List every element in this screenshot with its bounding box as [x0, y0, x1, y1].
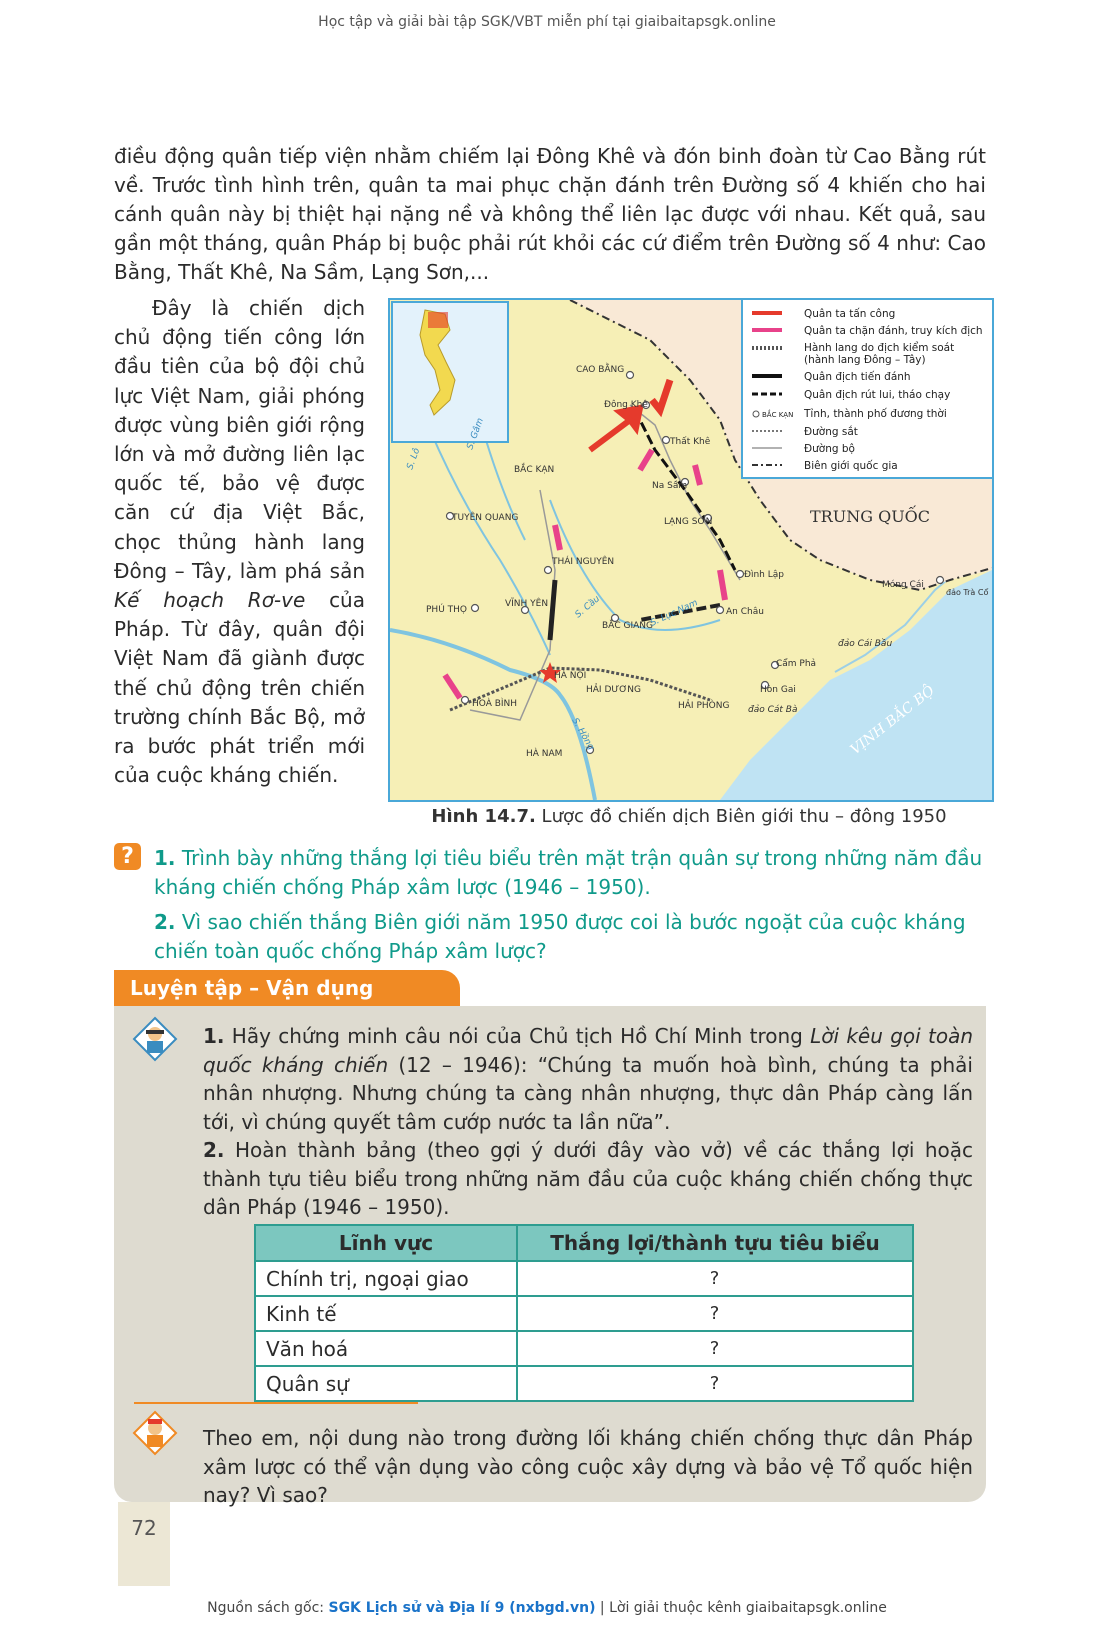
- practice-item-2: [203, 1136, 973, 1222]
- intercept-arrow-1: [640, 450, 652, 470]
- para2-italic: Kế hoạch Rơ-ve: [114, 588, 306, 613]
- route-4-road: [630, 405, 740, 580]
- section-divider: [134, 1402, 418, 1404]
- river-hong: S. Hồng: [569, 716, 596, 752]
- campaign-map: [388, 298, 994, 802]
- question-2-text: Vì sao chiến thắng Biên giới năm 1950 được coi là bước ngoặt của cuộc kháng chiến toàn quốc chống Pháp xâm lược?: [154, 910, 966, 963]
- caption-label: Hình 14.7.: [431, 806, 536, 827]
- practice-item-1: [203, 1022, 973, 1136]
- table-row: [255, 1366, 913, 1401]
- inset-highlight: [428, 312, 448, 328]
- table-row: [255, 1296, 913, 1331]
- table-cell-answer: ?: [517, 1261, 913, 1296]
- practice-1-text-b: (12 – 1946): “Chúng ta muốn hoà bình, chúng ta phải nhân nhượng. Nhưng chúng ta càng nhân nhượng, thực dân Pháp càng lấn tới, vì chúng quyết tâm cướp nước ta lần nữa”.: [203, 1052, 973, 1134]
- place-tra-co: đảo Trà Cổ: [946, 588, 989, 597]
- legend-attack: Quân ta tấn công: [804, 308, 896, 320]
- table-cell-answer: ?: [517, 1296, 913, 1331]
- enemy-advance-arrow-north: [550, 580, 555, 640]
- table-cell-field: Quân sự: [255, 1366, 517, 1401]
- china-label: TRUNG QUỐC: [810, 507, 931, 526]
- place-hon-gai: Hòn Gai: [760, 685, 796, 695]
- place-tuyen-quang: TUYÊN QUANG: [452, 513, 519, 523]
- achievements-table: [254, 1224, 914, 1402]
- river-cau: S. Cầu: [573, 594, 603, 621]
- table-cell-field: Văn hoá: [255, 1331, 517, 1366]
- caption-text: Lược đồ chiến dịch Biên giới thu – đông 1950: [535, 806, 947, 827]
- footer: [0, 1600, 1094, 1616]
- intercept-arrow-4: [445, 675, 460, 698]
- practice-1-italic: Lời kêu gọi toàn quốc kháng chiến: [203, 1024, 973, 1077]
- practice-2-number: 2.: [203, 1138, 225, 1162]
- place-thai-nguyen: THÁI NGUYÊN: [552, 557, 615, 567]
- legend-rail: Đường sắt: [804, 426, 858, 438]
- table-row: [255, 1331, 913, 1366]
- legend-border: Biên giới quốc gia: [804, 460, 898, 472]
- place-cao-bang: CAO BẰNG: [576, 365, 625, 375]
- footer-prefix: Nguồn sách gốc:: [207, 1600, 329, 1616]
- river-luc-nam: S. Lục Nam: [649, 598, 700, 629]
- question-1-text: Trình bày những thắng lợi tiêu biểu trên mặt trận quân sự trong những năm đầu kháng chiến chống Pháp xâm lược (1946 – 1950).: [154, 846, 983, 899]
- place-vinh-yen: VĨNH YÊN: [505, 599, 549, 609]
- legend-city-sample: [753, 411, 759, 417]
- table-header-achievement: Thắng lợi/thành tựu tiêu biểu: [517, 1225, 913, 1261]
- river-gam: S. Gâm: [465, 416, 487, 452]
- para2-after: của Pháp. Từ đây, quân đội Việt Nam đã giành được thế chủ động trên chiến trường chính Bắc Bộ, mở ra bước phát triển mới của cuộc kháng chiến.: [114, 588, 365, 788]
- place-dong-khe: Đông Khê: [604, 400, 648, 410]
- legend-intercept: Quân ta chặn đánh, truy kích địch: [804, 325, 983, 337]
- place-cam-pha: Cẩm Phả: [776, 659, 817, 669]
- place-ha-nam: HÀ NAM: [526, 749, 563, 759]
- student-thinking-icon: [132, 1016, 178, 1062]
- place-bac-giang: BẮC GIANG: [602, 621, 653, 631]
- intercept-arrow-5: [695, 465, 700, 485]
- lo-river: [430, 430, 550, 655]
- river-lo: S. Lô: [405, 446, 423, 472]
- legend-enemy-retreat: Quân địch rút lui, tháo chạy: [804, 389, 951, 401]
- footer-source-link[interactable]: SGK Lịch sử và Địa lí 9 (nxbgd.vn): [328, 1600, 596, 1616]
- place-that-khe: Thất Khê: [670, 437, 711, 447]
- footer-suffix: | Lời giải thuộc kênh giaibaitapsgk.online: [595, 1600, 887, 1616]
- table-row: [255, 1261, 913, 1296]
- table-cell-field: Kinh tế: [255, 1296, 517, 1331]
- place-hai-duong: HẢI DƯƠNG: [586, 685, 642, 695]
- paragraph-campaign-significance: [114, 294, 365, 790]
- table-cell-field: Chính trị, ngoại giao: [255, 1261, 517, 1296]
- table-cell-answer: ?: [517, 1366, 913, 1401]
- practice-2-text: Hoàn thành bảng (theo gợi ý dưới đây vào vở) về các thắng lợi hoặc thành tựu tiêu biểu trong những năm đầu của cuộc kháng chiến chống thực dân Pháp (1946 – 1950).: [203, 1138, 973, 1219]
- our-attack-arrow-2: [652, 380, 670, 410]
- intercept-arrow-2: [555, 525, 560, 550]
- sea-label: VỊNH BẮC BỘ: [847, 682, 938, 759]
- legend-corridor: Hành lang do địch kiểm soát: [804, 342, 955, 354]
- practice-item-3: Theo em, nội dung nào trong đường lối kháng chiến chống thực dân Pháp xâm lược có thể vận dụng vào công cuộc xây dựng và bảo vệ Tổ quốc hiện nay? Vì sao?: [203, 1426, 973, 1507]
- place-an-chau: An Châu: [726, 607, 764, 617]
- legend-city: Tỉnh, thành phố đương thời: [804, 408, 947, 420]
- question-1: [154, 844, 986, 902]
- legend-city-sample-label: BẮC KẠN: [762, 411, 794, 419]
- student-apply-icon: [132, 1410, 178, 1456]
- paragraph-intro: điều động quân tiếp viện nhằm chiếm lại Đông Khê và đón binh đoàn từ Cao Bằng rút về. Trước tình hình trên, quân ta mai phục chặn đánh trên Đường số 4 khiến cho hai cánh quân này bị thiệt hại nặng nề và không thể liên lạc được với nhau. Kết quả, sau gần một tháng, quân Pháp bị buộc phải rút khỏi các cứ điểm trên Đường số 4 như: Cao Bằng, Thất Khê, Na Sầm, Lạng Sơn,...: [114, 144, 986, 284]
- intercept-arrow-3: [720, 570, 725, 600]
- map-svg: [390, 300, 992, 800]
- our-attack-arrow-1: [590, 408, 640, 450]
- question-icon: ?: [114, 843, 141, 870]
- place-hai-phong: HẢI PHÒNG: [678, 701, 730, 711]
- table-header-row: [255, 1225, 913, 1261]
- practice-1-number: 1.: [203, 1024, 225, 1048]
- place-mong-cai: Móng Cái: [882, 580, 924, 590]
- practice-title: Luyện tập – Vận dụng: [114, 970, 460, 1006]
- place-cai-bau: đảo Cái Bầu: [838, 639, 893, 649]
- table-header-field: Lĩnh vực: [255, 1225, 517, 1261]
- place-cat-ba: đảo Cát Bà: [748, 705, 798, 715]
- para2-before: Đây là chiến dịch chủ động tiến công lớn đầu tiên của bộ đội chủ lực Việt Nam, giải phóng được vùng biên giới rộng lớn và mở đường liên lạc quốc tế, bảo vệ được căn cứ địa Việt Bắc, chọc thủng hành lang Đông – Tây, làm phá sản: [114, 296, 365, 583]
- page-number-tab: [118, 1502, 170, 1586]
- legend-road: Đường bộ: [804, 443, 855, 455]
- question-1-number: 1.: [154, 846, 176, 870]
- place-ha-noi: HÀ NỘI: [554, 671, 587, 681]
- table-cell-answer: ?: [517, 1331, 913, 1366]
- place-lang-son: LẠNG SƠN: [664, 517, 713, 527]
- place-dinh-lap: Đình Lập: [744, 570, 784, 580]
- question-2: [154, 908, 986, 966]
- top-banner: Học tập và giải bài tập SGK/VBT miễn phí tại giaibaitapsgk.online: [318, 14, 776, 30]
- map-caption: [388, 806, 990, 827]
- place-phu-tho: PHÚ THỌ: [426, 605, 467, 615]
- page-number: 72: [131, 1516, 157, 1540]
- place-hoa-binh: HOÀ BÌNH: [472, 699, 518, 709]
- place-na-sam: Na Sầm: [652, 481, 688, 491]
- legend-corridor-sub: (hành lang Đông – Tây): [804, 354, 926, 366]
- question-2-number: 2.: [154, 910, 176, 934]
- legend-enemy-advance: Quân địch tiến đánh: [804, 371, 911, 383]
- place-bac-kan: BẮC KẠN: [514, 465, 555, 475]
- practice-1-text-a: Hãy chứng minh câu nói của Chủ tịch Hồ Chí Minh trong: [224, 1024, 811, 1048]
